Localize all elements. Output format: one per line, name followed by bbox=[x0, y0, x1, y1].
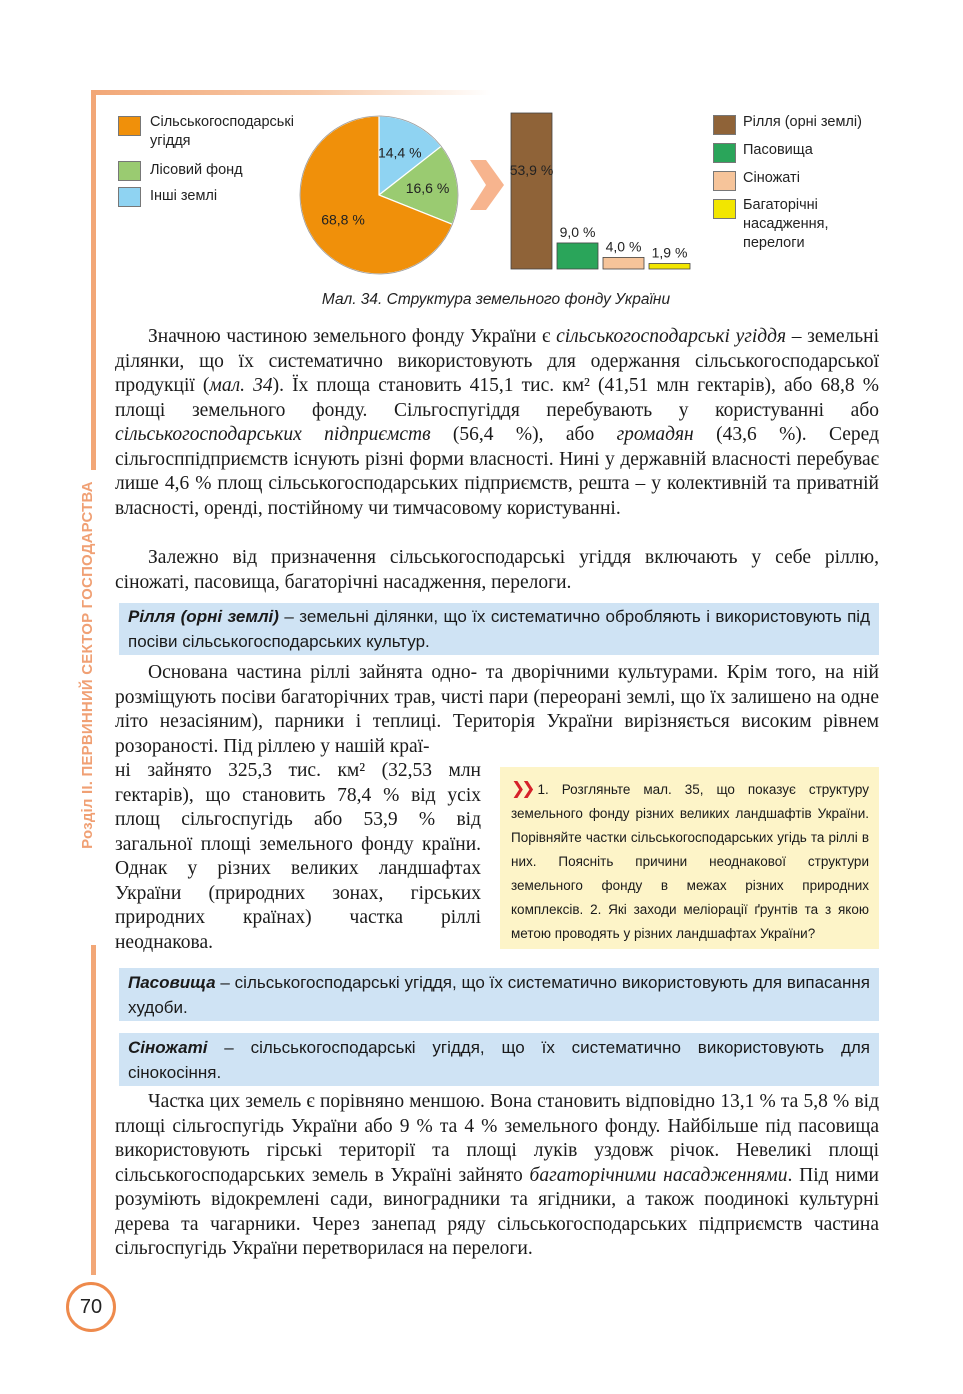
bar-value-label: 53,9 % bbox=[509, 162, 554, 178]
bar-value-label: 4,0 % bbox=[605, 238, 642, 255]
definition-box bbox=[119, 968, 879, 1021]
bar bbox=[649, 264, 690, 269]
definition-text: – сільськогосподарські угіддя, що їх систематично використовують для сінокосіння. bbox=[128, 1038, 870, 1082]
decorative-rule-left-bottom bbox=[91, 945, 96, 1275]
definition-text: – земельні ділянки, що їх систематично обробляють і використовують під посіви сільськогосподарських культур. bbox=[128, 607, 871, 651]
definition-text: – сільськогосподарські угіддя, що їх систематично використовують для випасання худоби. bbox=[128, 973, 870, 1017]
text-run: (56,4 %), або bbox=[430, 424, 617, 445]
definition-term: Рілля (орні землі) bbox=[128, 607, 279, 626]
pie-value-label: 68,8 % bbox=[321, 211, 365, 228]
legend-label: Багаторічні насадження, перелоги bbox=[743, 197, 829, 251]
legend-label: Сіножаті bbox=[743, 170, 800, 186]
legend-label: Сільськогосподарські угіддя bbox=[150, 114, 294, 149]
pie-value-label: 14,4 % bbox=[377, 144, 422, 161]
text-run: Частка цих земель є порівняно меншою. Вона становить відповідно 13,1 % та 5,8 % від площі сільгоспугідь України або 9 % та 4 % земельного фонду. Найбільше під пасовища використовують гірські території та площі луків уздовж річок. Невеликі площі сільськогосподарських земель в Україні зайнято bbox=[115, 1091, 879, 1186]
text-run: ). Їх площа становить 415,1 тис. км² (41,51 млн гектарів), або 68,8 % площі земельного фонду. Сільгоспугіддя перебувають у користуванні або bbox=[115, 375, 879, 421]
task-box bbox=[500, 767, 879, 949]
bar-legend bbox=[713, 113, 893, 263]
emphasis-text: сільськогосподарських підприємств bbox=[115, 424, 431, 445]
definition-box bbox=[119, 603, 879, 655]
bar bbox=[511, 113, 552, 269]
legend-label: Рілля (орні землі) bbox=[743, 114, 862, 130]
text-run: (43,6 %). Серед сільгосппідприємств існують різні форми власності. Нині у державній власності перебуває лише 4,6 % площ сільськогосподарських підприємств, решта – у колективній та приватній власності, оренді, постійному чи тимчасовому користуванні. bbox=[115, 424, 880, 519]
text-run: – земельні ділянки, що їх систематично використовують для одержання сільськогосподарської продукції ( bbox=[115, 326, 879, 396]
legend-swatch bbox=[118, 161, 141, 181]
paragraph: Залежно від призначення сільськогосподарські угіддя включають у себе ріллю, сіножаті, пасовища, багаторічні насадження, перелоги. bbox=[115, 547, 879, 593]
bar bbox=[603, 257, 644, 269]
pie-chart bbox=[290, 105, 470, 285]
pie-value-label: 16,6 % bbox=[405, 180, 450, 197]
arrow-right-icon bbox=[470, 160, 506, 210]
paragraph: Основана частина ріллі зайнята одно- та дворічними культурами. Крім того, на ній розміщують посіви багаторічних трав, чисті пари (переорані землі, що їх залишено на одне літо незасіяним), парники і теплиці. Територія України вирізняється високим рівнем розораності. Під ріллею у нашій краї- bbox=[115, 662, 879, 757]
section-label: Розділ ІІ. ПЕРВИННИЙ СЕКТОР ГОСПОДАРСТВА bbox=[79, 481, 96, 849]
definition-term: Пасовища bbox=[128, 973, 216, 992]
legend-swatch bbox=[713, 115, 736, 135]
legend-label: Пасовища bbox=[743, 142, 813, 158]
bar-value-label: 9,0 % bbox=[559, 223, 596, 240]
text-run: Значною частиною земельного фонду України є bbox=[148, 326, 557, 347]
bar-value-label: 1,9 % bbox=[651, 244, 688, 261]
legend-swatch bbox=[713, 171, 736, 191]
chevron-right-icon: ❯❯ bbox=[511, 779, 532, 798]
legend-label: Лісовий фонд bbox=[150, 162, 243, 178]
emphasis-text: громадян bbox=[616, 424, 694, 445]
text-run: . Під ними розуміють відокремлені сади, виноградники та ягідники, а також поодинокі культурні дерева та чагарники. Через занепад ряду сільськогосподарських підприємств частина сільгоспугідь України перетворилася на перелоги. bbox=[115, 1164, 879, 1259]
pie-legend bbox=[118, 113, 318, 213]
decorative-rule-left-top bbox=[91, 90, 96, 470]
paragraph bbox=[115, 325, 879, 521]
bar bbox=[557, 243, 598, 269]
paragraph: ні зайнято 325,3 тис. км² (32,53 млн гектарів), що становить 78,4 % від усіх площ сільгоспугідь або 53,9 % від загальної площі земельного фонду країни. Однак у різних великих ландшафтах України (природних зонах, гірських природних країнах) частка ріллі неоднакова. bbox=[115, 760, 481, 953]
definition-box bbox=[119, 1033, 879, 1086]
page-number: 70 bbox=[66, 1282, 116, 1332]
task-text: 1. Розгляньте мал. 35, що показує структуру земельного фонду різних великих ландшафтів України. Порівняйте частки сільськогосподарських угідь та ріллі в них. Поясніть причини неоднакової структури земельного фонду в межах різних природних комплексів. 2. Які заходи меліорації ґрунтів та з якою метою проводять у різних ландшафтах України? bbox=[511, 782, 869, 941]
emphasis-text: багаторічними насадженнями bbox=[529, 1164, 788, 1186]
legend-swatch bbox=[713, 199, 736, 219]
figure-caption: Мал. 34. Структура земельного фонду України bbox=[321, 291, 671, 308]
paragraph bbox=[115, 1090, 879, 1262]
legend-label: Інші землі bbox=[150, 188, 218, 204]
emphasis-text: сільськогосподарські угіддя bbox=[556, 326, 787, 347]
emphasis-text: мал. 34 bbox=[209, 375, 273, 396]
legend-swatch bbox=[713, 143, 736, 163]
legend-swatch bbox=[118, 116, 141, 136]
bar-chart bbox=[505, 108, 700, 273]
decorative-rule-top bbox=[91, 90, 491, 95]
legend-swatch bbox=[118, 187, 141, 207]
definition-term: Сіножаті bbox=[128, 1038, 208, 1057]
